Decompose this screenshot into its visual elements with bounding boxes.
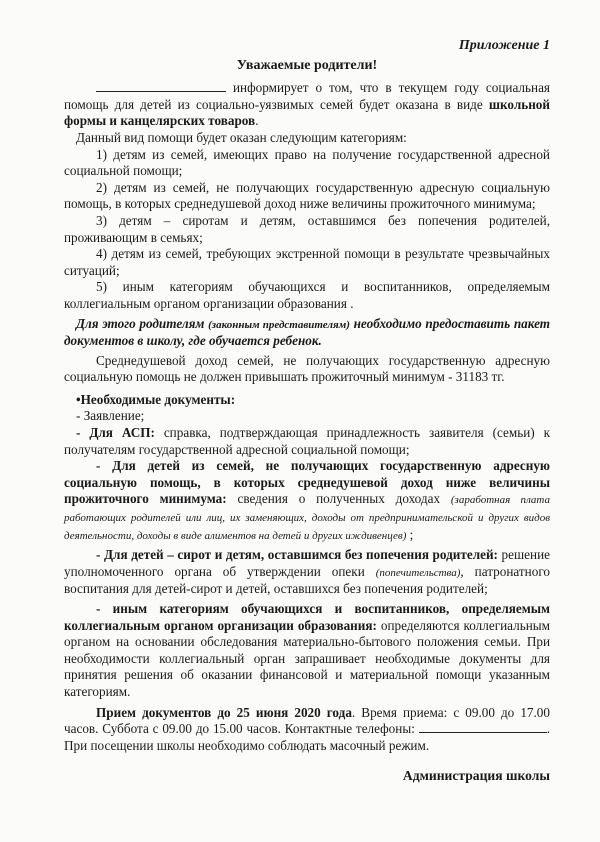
- doc-orphans-text-b: , патронатного воспитания для детей-сирот и детей, оставшихся без попечения родителей;: [64, 563, 550, 597]
- deadline-text-a: . Время приема: с 09.00 до 17.00 часов. Суббота с 09.00 до 15.00 часов. Контактные телефоны:: [64, 704, 550, 737]
- doc-asp: [64, 425, 550, 458]
- annex-label: Приложение 1: [458, 38, 550, 53]
- category-item: 2) детям из семей, не получающих государственную адресную социальную помощь, в которых среднедушевой доход ниже величины прожиточного минимума;: [64, 179, 550, 212]
- requirement-small: (законным представителям): [208, 318, 350, 331]
- deadline-bold: Прием документов до 25 июня 2020 года: [96, 704, 352, 720]
- doc-low-income-label: - Для детей из семей, не получающих государственную адресную социальную помощь, в которых среднедушевой доход ниже величины прожиточного минимума:: [64, 458, 550, 507]
- requirement-b: необходимо предоставить пакет документов в школу, где обучается ребенок.: [64, 315, 551, 349]
- doc-low-income-end: ;: [406, 526, 414, 542]
- intro-text: информирует о том, что в текущем году социальная помощь для детей из социально-уязвимых семей будет оказана в виде: [64, 80, 550, 112]
- category-item: 1) детям из семей, имеющих право на получение государственной адресной социальной помощи;: [64, 146, 550, 179]
- intro-end: .: [255, 113, 259, 129]
- doc-asp-label: - Для АСП:: [76, 425, 155, 441]
- categories-intro: Данный вид помощи будет оказан следующим категориям:: [76, 129, 407, 145]
- doc-other-text: определяются коллегиальным органом на основании обследования материально-бытового положения семьи. При необходимости коллегиальный орган запрашивает необходимые документы для принятия решения об оказании финансовой и материальной помощи указанным категориям.: [64, 617, 550, 699]
- intro-bold: школьной формы и канцелярских товаров: [64, 96, 550, 129]
- docs-header: •Необходимые документы:: [76, 391, 236, 407]
- category-item: 4) детям из семей, требующих экстренной помощи в результате чрезвычайных ситуаций;: [64, 246, 550, 278]
- doc-asp-text: справка, подтверждающая принадлежность заявителя (семьи) к получателям государственной адресной социальной помощи;: [64, 425, 550, 457]
- doc-orphans-label: - Для детей – сирот и детям, оставшимся без попечения родителей:: [96, 547, 498, 563]
- signature: Администрация школы: [402, 768, 550, 784]
- doc-other: [64, 601, 550, 701]
- doc-statement: - Заявление;: [76, 408, 145, 424]
- category-item: 5) иным категориям обучающихся и воспитанников, определяемым коллегиальным органом организации образования .: [64, 279, 550, 311]
- doc-low-income: [64, 458, 550, 544]
- deadline-text-b: . При посещении школы необходимо соблюдать масочный режим.: [64, 721, 550, 753]
- doc-low-income-text: сведения о полученных доходах: [226, 491, 451, 507]
- doc-orphans: [64, 547, 550, 598]
- intro-paragraph: [64, 80, 550, 130]
- requirement-a: Для этого родителям: [76, 315, 209, 331]
- doc-other-label: - иным категориям обучающихся и воспитанников, определяемым коллегиальным органом организации образования:: [64, 601, 550, 633]
- doc-low-income-small: (заработная плата работающих родителей или лиц, их заменяющих, доходы от предпринимательской и других видов деятельности, доходы в виде алиментов на детей и других иждивенцев): [64, 494, 550, 542]
- blank-line: [96, 80, 226, 92]
- phone-blank-line: [419, 721, 547, 733]
- category-item: 3) детям – сиротам и детям, оставшимся без попечения родителей, проживающим в семьях;: [64, 212, 550, 245]
- doc-orphans-text-a: решение уполномоченного органа об утверждении опеки: [64, 547, 550, 579]
- doc-orphans-small: (попечительства): [375, 566, 461, 579]
- requirement-paragraph: [64, 316, 550, 350]
- income-note: Среднедушевой доход семей, не получающих государственную адресную социальную помощь не должен привышать прожиточный минимум - 31183 тг.: [64, 352, 550, 385]
- page-title: Уважаемые родители!: [236, 57, 378, 73]
- deadline-paragraph: [64, 705, 550, 755]
